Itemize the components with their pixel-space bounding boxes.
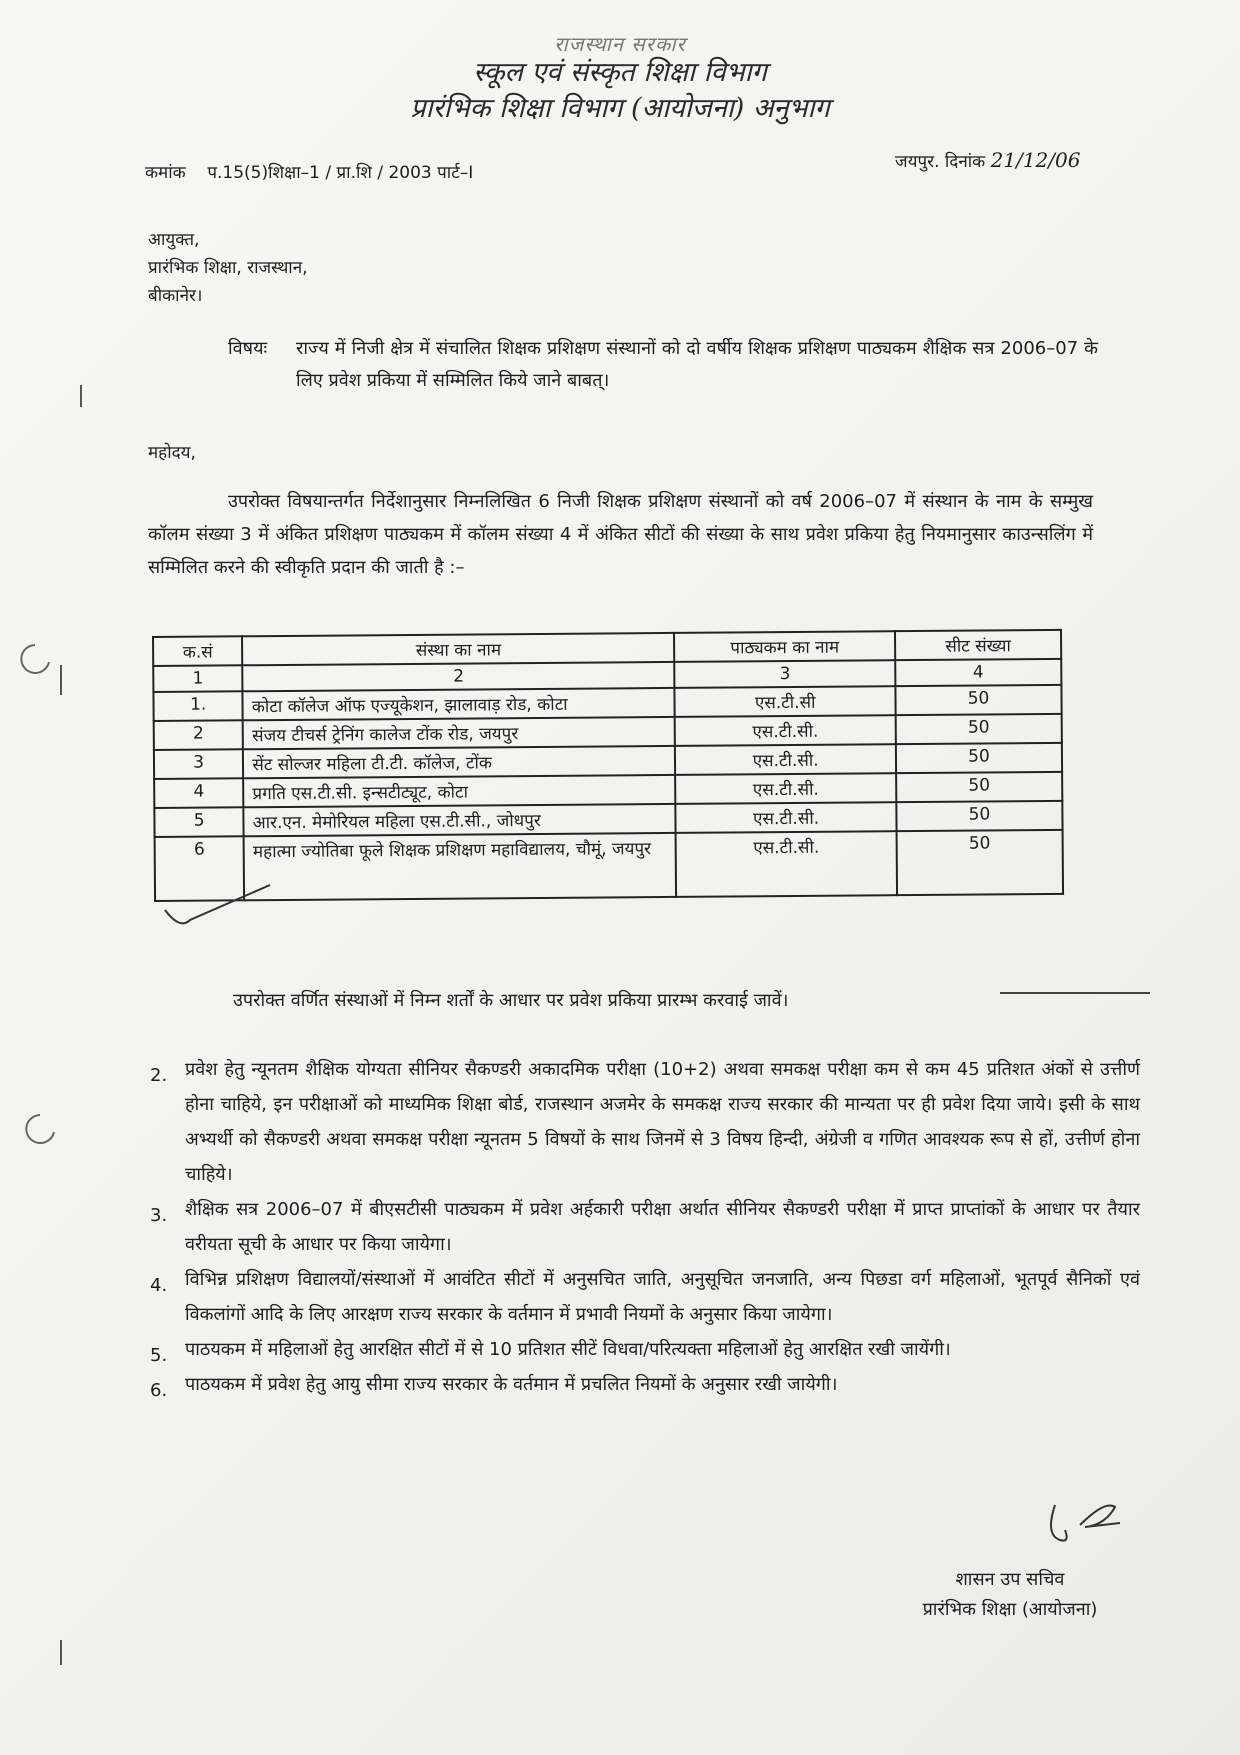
table-row	[155, 830, 1063, 901]
row-course: एस.टी.सी.	[675, 773, 896, 804]
date-value: 21/12/06	[990, 148, 1081, 172]
reference-label: कमांक	[145, 163, 186, 183]
date-place: जयपुर. दिनांक	[895, 152, 986, 172]
row-seats: 50	[896, 801, 1062, 831]
letterhead-department: स्कूल एवं संस्कृत शिक्षा विभाग	[473, 57, 767, 88]
row-institution: महात्मा ज्योतिबा फूले शिक्षक प्रशिक्षण महाविद्यालय, चौमूं, जयपुर	[244, 833, 677, 900]
row-seats: 50	[896, 714, 1062, 744]
row-institution: संजय टीचर्स ट्रेनिंग कालेज टोंक रोड, जयपुर	[243, 717, 675, 749]
condition-text: विभिन्न प्रशिक्षण विद्यालयों/संस्थाओं में आवंटित सीटों में अनुसचित जाति, अनुसूचित जनजाति, अन्य पिछडा वर्ग महिलाओं, भूतपूर्व सैनिकों एवं विकलांगों आदि के लिए आरक्षण राज्य सरकार के वर्तमान में प्रभावी नियमों के अनुसार किया जायेगा।	[185, 1269, 1140, 1325]
row-course: एस.टी.सी.	[676, 802, 897, 833]
punch-hole-mark	[15, 640, 55, 680]
row-seats: 50	[896, 772, 1062, 802]
condition-item	[150, 1192, 1140, 1262]
header-serial: क.सं	[153, 636, 242, 666]
header-seats: सीट संख्या	[895, 630, 1061, 660]
salutation: महोदय,	[148, 443, 196, 463]
row-serial: 3	[154, 749, 243, 779]
column-number: 1	[153, 665, 242, 692]
row-seats: 50	[897, 830, 1064, 895]
scan-artifact-mark	[60, 1640, 62, 1665]
row-institution: कोटा कॉलेज ऑफ एज्यूकेशन, झालावाड़ रोड, कोटा	[243, 688, 675, 720]
handwritten-tick-mark	[160, 880, 280, 940]
scan-artifact-mark	[80, 385, 82, 407]
header-institution: संस्था का नाम	[242, 633, 674, 665]
letterhead-section: प्रारंभिक शिक्षा विभाग (आयोजना) अनुभाग	[410, 93, 830, 124]
column-number: 2	[242, 662, 674, 691]
reference-number: प.15(5)शिक्षा–1 / प्रा.शि / 2003 पार्ट–I	[207, 163, 474, 183]
condition-item	[150, 1367, 1140, 1402]
addressee-line-2: प्रारंभिक शिक्षा, राजस्थान,	[148, 258, 308, 278]
row-institution: प्रगति एस.टी.सी. इन्सटीट्यूट, कोटा	[243, 775, 675, 807]
row-institution: सेंट सोल्जर महिला टी.टी. कॉलेज, टोंक	[243, 746, 675, 778]
row-course: एस.टी.सी.	[675, 744, 896, 775]
signatory-department: प्रारंभिक शिक्षा (आयोजना)	[922, 1599, 1098, 1620]
conditions-list	[150, 1052, 1140, 1402]
header-course: पाठ्यकम का नाम	[674, 631, 895, 662]
column-number: 3	[675, 660, 896, 688]
condition-number: 4.	[150, 1275, 168, 1296]
column-number: 4	[895, 659, 1061, 686]
row-serial: 4	[154, 778, 243, 808]
condition-item	[150, 1332, 1140, 1367]
punch-hole-mark	[20, 1110, 60, 1150]
subject-block	[228, 333, 1098, 397]
condition-text: पाठयकम में महिलाओं हेतु आरक्षित सीटों में से 10 प्रतिशत सीटें विधवा/परित्यक्ता महिलाओं हेतु आरक्षित रखी जायेंगी।	[185, 1339, 951, 1360]
scan-artifact-mark	[60, 665, 62, 695]
letterhead-government: राजस्थान सरकार	[554, 32, 686, 56]
condition-number: 6.	[150, 1380, 168, 1401]
row-serial: 5	[154, 807, 243, 837]
row-serial: 6	[155, 836, 245, 901]
institutions-table	[152, 629, 1064, 902]
condition-item	[150, 1052, 1140, 1192]
condition-item	[150, 1262, 1140, 1332]
subject-text: राज्य में निजी क्षेत्र में संचालित शिक्षक प्रशिक्षण संस्थानों को दो वर्षीय शिक्षक प्रशिक्षण पाठ्यकम शैक्षिक सत्र 2006–07 के लिए प्रवेश प्रकिया में सम्मिलित किये जाने बाबत्।	[296, 338, 1098, 391]
condition-number: 3.	[150, 1205, 168, 1226]
row-serial: 2	[154, 720, 243, 750]
condition-number: 2.	[150, 1065, 168, 1086]
condition-number: 5.	[150, 1345, 168, 1366]
row-institution: आर.एन. मेमोरियल महिला एस.टी.सी., जोधपुर	[244, 804, 676, 836]
scan-artifact-line	[1000, 992, 1150, 994]
row-course: एस.टी.सी	[675, 686, 896, 717]
handwritten-signature	[1035, 1495, 1125, 1555]
conditions-intro: उपरोक्त वर्णित संस्थाओं में निम्न शर्तों के आधार पर प्रवेश प्रकिया प्रारम्भ करवाई जावें।	[233, 990, 789, 1011]
addressee-line-3: बीकानेर।	[148, 286, 203, 306]
row-seats: 50	[896, 743, 1062, 773]
subject-label: विषयः	[228, 338, 268, 359]
row-course: एस.टी.सी.	[676, 831, 897, 897]
addressee-line-1: आयुक्त,	[148, 230, 200, 250]
date-line	[895, 148, 1080, 172]
signatory-designation: शासन उप सचिव	[955, 1569, 1065, 1590]
row-course: एस.टी.सी.	[675, 715, 896, 746]
condition-text: प्रवेश हेतु न्यूनतम शैक्षिक योग्यता सीनियर सैकण्डरी अकादमिक परीक्षा (10+2) अथवा समकक्ष परीक्षा कम से कम 45 प्रतिशत अंकों से उत्तीर्ण होना चाहिये, इन परीक्षाओं को माध्यमिक शिक्षा बोर्ड, राजस्थान अजमेर के समकक्ष राज्य सरकार की मान्यता पर ही प्रवेश दिया जाये। इसी के साथ अभ्यर्थी को सैकण्डरी अथवा समकक्ष परीक्षा न्यूनतम 5 विषयों के साथ जिनमें से 3 विषय हिन्दी, अंग्रेजी व गणित आवश्यक रूप से हों, उत्तीर्ण होना चाहिये।	[185, 1059, 1140, 1185]
reference-line	[145, 160, 473, 183]
signature-block	[895, 1565, 1125, 1625]
condition-text: शैक्षिक सत्र 2006–07 में बीएसटीसी पाठ्यकम में प्रवेश अर्हकारी परीक्षा अर्थात सीनियर सैकण्डरी परीक्षा में प्राप्त प्राप्तांकों के आधार पर तैयार वरीयता सूची के आधार पर किया जायेगा।	[185, 1199, 1140, 1255]
row-serial: 1.	[153, 691, 242, 721]
intro-paragraph: उपरोक्त विषयान्तर्गत निर्देशानुसार निम्नलिखित 6 निजी शिक्षक प्रशिक्षण संस्थानों को वर्ष 2006–07 में संस्थान के नाम के सम्मुख कॉलम संख्या 3 में अंकित प्रशिक्षण पाठ्यकम में कॉलम संख्या 4 में अंकित सीटों की संख्या के साथ प्रवेश प्रकिया हेतु नियमानुसार काउन्सलिंग में सम्मिलित करने की स्वीकृति प्रदान की जाती है :–	[148, 491, 1093, 578]
condition-text: पाठयकम में प्रवेश हेतु आयु सीमा राज्य सरकार के वर्तमान में प्रचलित नियमों के अनुसार रखी जायेगी।	[185, 1374, 838, 1395]
row-seats: 50	[895, 685, 1061, 715]
